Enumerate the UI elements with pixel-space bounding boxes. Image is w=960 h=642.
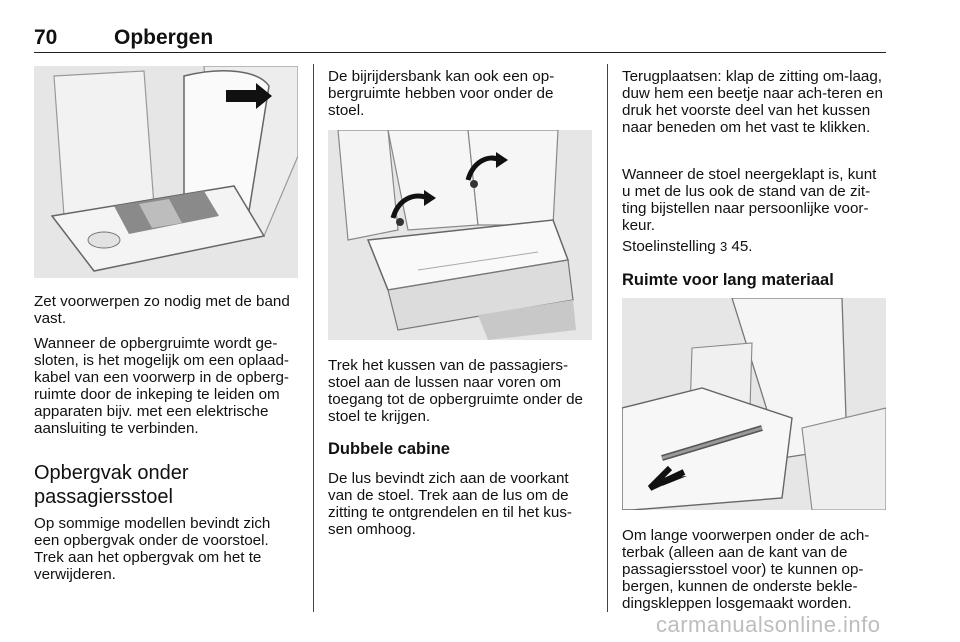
watermark: carmanualsonline.info bbox=[656, 612, 881, 637]
section-heading-line-1: Opbergvak onder bbox=[34, 462, 189, 484]
paragraph: Wanneer de stoel neergeklapt is, kunt u met de lus ook de stand van de zit-ting bijstellen naar persoonlijke voor-keur. bbox=[622, 166, 877, 234]
subsection-heading: Ruimte voor lang materiaal bbox=[622, 271, 834, 289]
page-reference-icon: 3 bbox=[719, 239, 728, 254]
paragraph-reference bbox=[622, 238, 886, 255]
page-number: 70 bbox=[34, 26, 58, 49]
page-reference: 45. bbox=[727, 238, 753, 255]
column-divider bbox=[607, 64, 608, 612]
paragraph: Terugplaatsen: klap de zitting om-laag, duw hem een beetje naar ach-teren en druk het voorste deel van het kussen naar beneden om het vast te klikken. bbox=[622, 68, 883, 136]
section-heading-line-2: passagiersstoel bbox=[34, 486, 173, 508]
paragraph: Wanneer de opbergruimte wordt ge-sloten, is het mogelijk om een oplaad-kabel van een voorwerp in de opberg-ruimte door de inkeping te leiden om apparaten bijv. met een elektrische aansluiting te verbinden. bbox=[34, 335, 289, 437]
paragraph: Zet voorwerpen zo nodig met de band vast. bbox=[34, 293, 290, 327]
paragraph: Trek het kussen van de passagiers-stoel aan de lussen naar voren om toegang tot de opbergruimte onder de stoel te krijgen. bbox=[328, 357, 583, 425]
section-title: Opbergen bbox=[114, 26, 214, 49]
seat-storage-illustration bbox=[34, 66, 298, 278]
paragraph: Op sommige modellen bevindt zich een opbergvak onder de voorstoel. Trek aan het opbergvak om het te verwijderen. bbox=[34, 515, 271, 583]
long-storage-illustration bbox=[622, 298, 886, 510]
column-divider bbox=[313, 64, 314, 612]
page-header bbox=[34, 22, 886, 53]
reference-text: Stoelinstelling bbox=[622, 238, 720, 255]
paragraph: De bijrijdersbank kan ook een op-bergruimte hebben voor onder de stoel. bbox=[328, 68, 555, 119]
paragraph: De lus bevindt zich aan de voorkant van de stoel. Trek aan de lus om de zitting te ontgrendelen en til het kus-sen omhoog. bbox=[328, 470, 572, 538]
subsection-heading: Dubbele cabine bbox=[328, 440, 450, 458]
paragraph: Om lange voorwerpen onder de ach-terbak (alleen aan de kant van de passagiersstoel voor) te kunnen op-bergen, kunnen de onderste bekle-dingskleppen losgemaakt worden. bbox=[622, 527, 870, 612]
bench-seat-illustration bbox=[328, 130, 592, 340]
